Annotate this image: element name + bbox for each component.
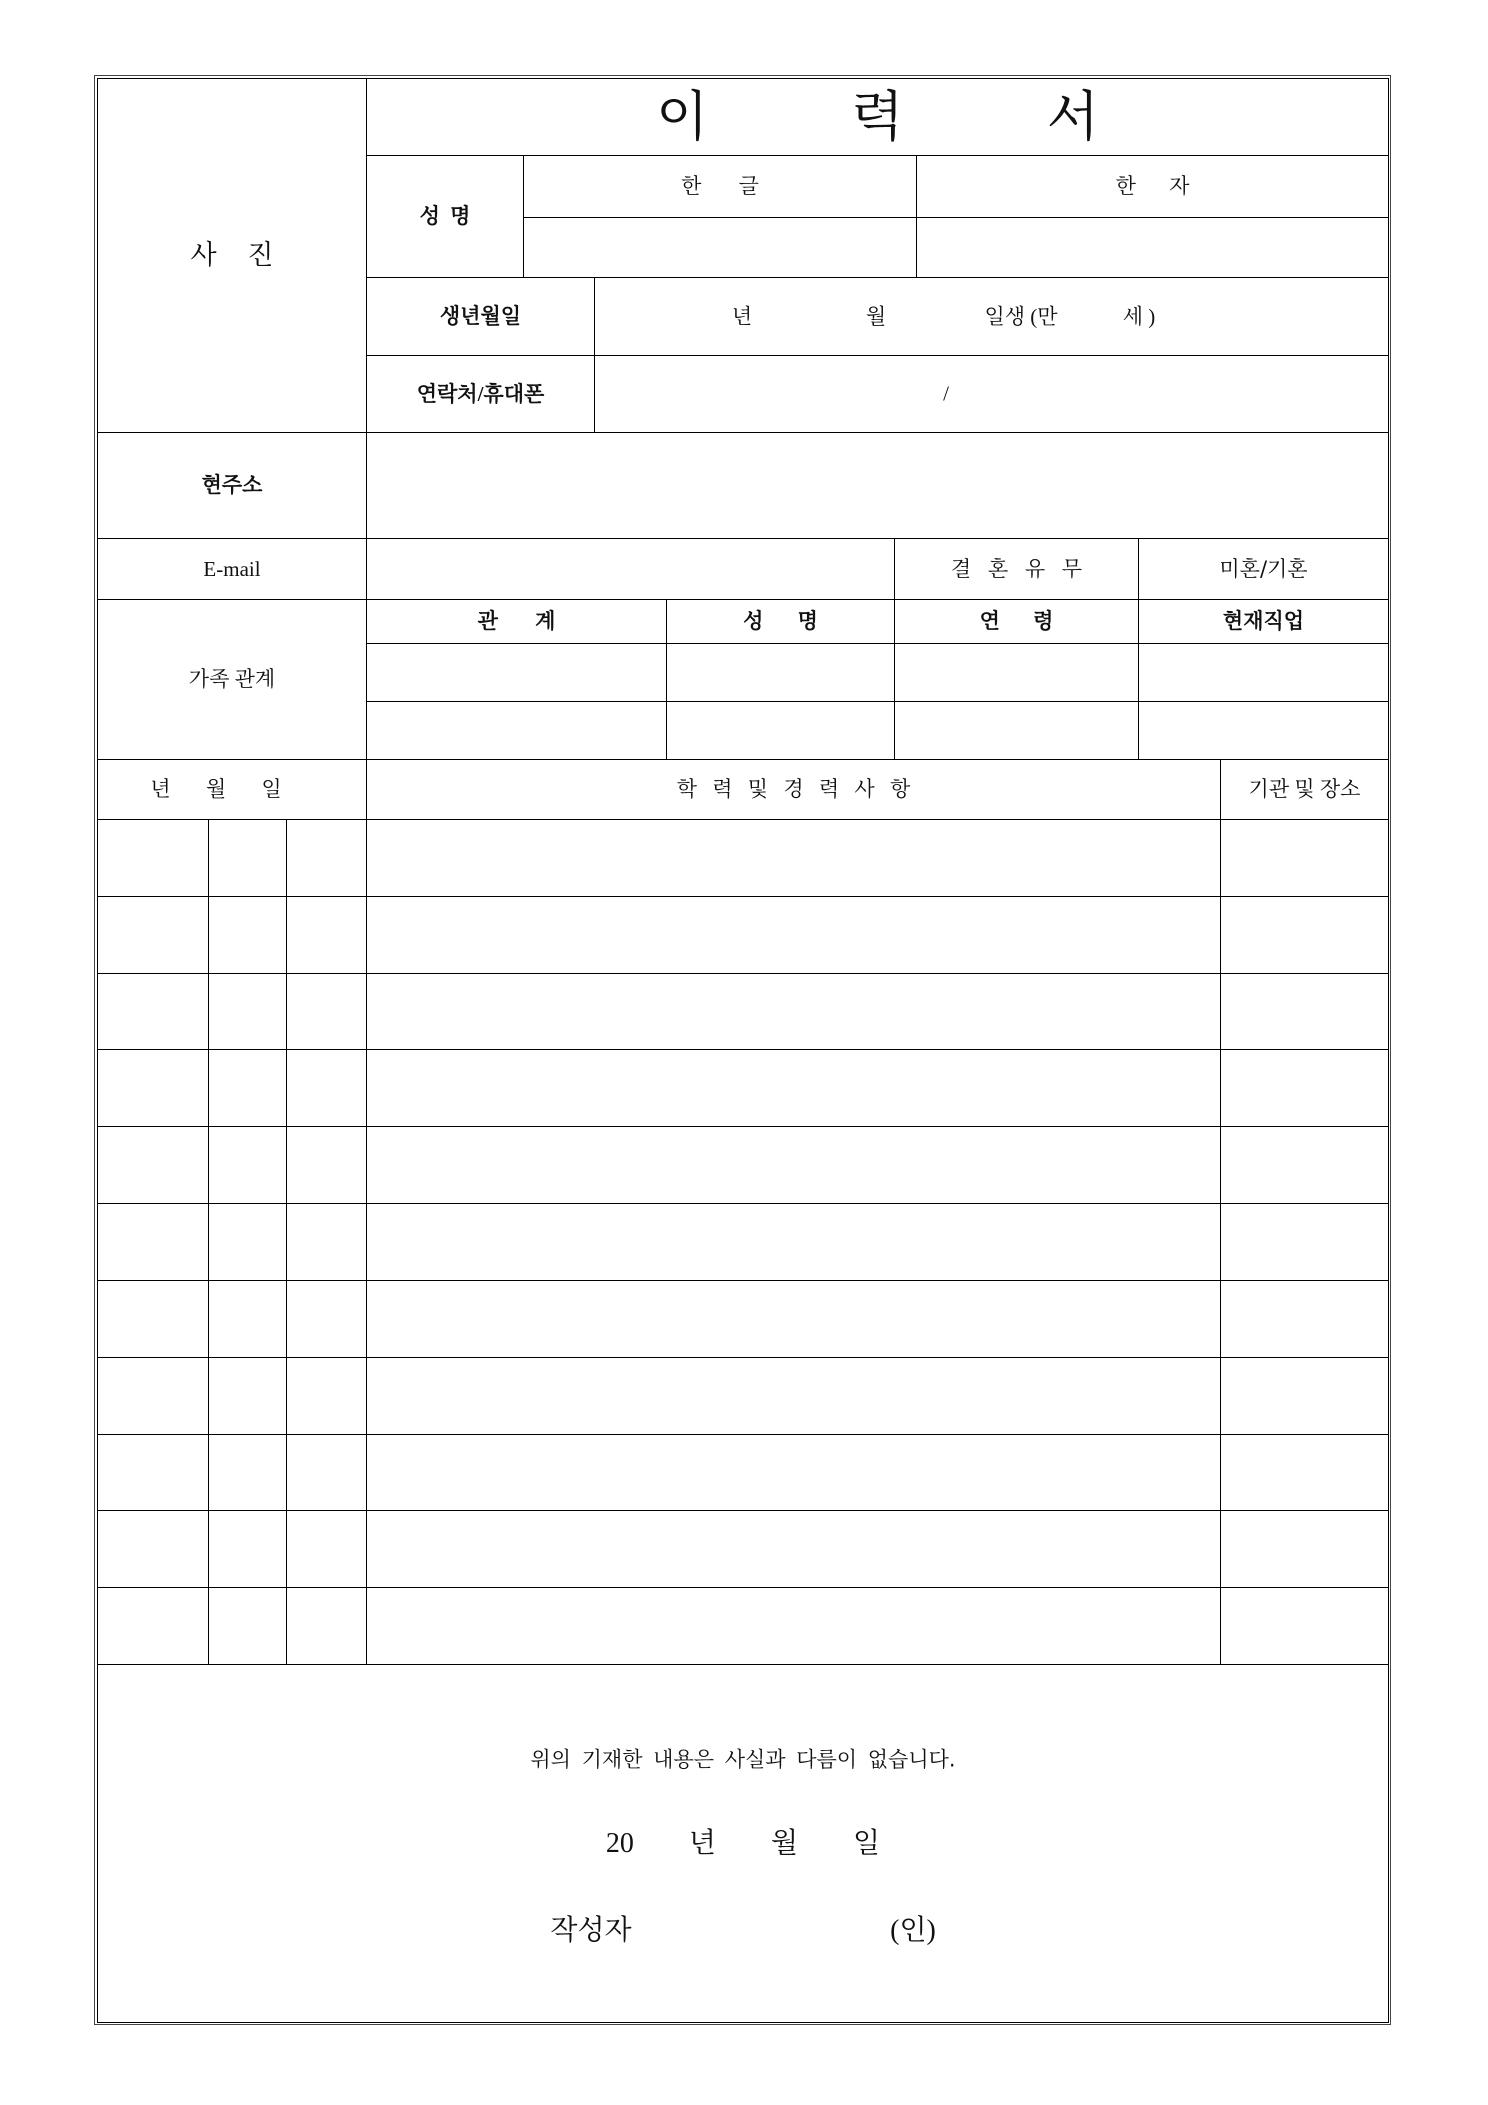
history-row (98, 1204, 1388, 1281)
history-place-cell[interactable] (1221, 1511, 1388, 1588)
family-header-relation: 관 계 (367, 600, 667, 644)
history-day-cell[interactable] (287, 1281, 367, 1358)
history-month-cell[interactable] (209, 1511, 287, 1588)
photo-area[interactable]: 사 진 (98, 79, 367, 433)
family-occupation-cell[interactable] (1139, 644, 1388, 702)
history-entry-cell[interactable] (367, 1281, 1221, 1358)
contact-field[interactable] (595, 356, 1388, 433)
email-label: E-mail (98, 539, 367, 600)
history-place-cell[interactable] (1221, 974, 1388, 1051)
history-month-cell[interactable] (209, 1204, 287, 1281)
history-header-entry: 학 력 및 경 력 사 항 (367, 760, 1221, 820)
declaration-date-line[interactable]: 20 년 월 일 (605, 1828, 881, 1859)
history-table (98, 820, 1388, 1665)
history-day-cell[interactable] (287, 1435, 367, 1512)
family-header-occupation: 현재직업 (1139, 600, 1388, 644)
history-day-cell[interactable] (287, 1511, 367, 1588)
history-place-cell[interactable] (1221, 897, 1388, 974)
birth-label: 생년월일 (367, 278, 595, 356)
history-year-cell[interactable] (98, 1435, 209, 1512)
email-field[interactable] (367, 539, 895, 600)
history-month-cell[interactable] (209, 974, 287, 1051)
page-title: 이 력 서 (367, 79, 1388, 156)
history-year-cell[interactable] (98, 1588, 209, 1665)
history-entry-cell[interactable] (367, 974, 1221, 1051)
family-occupation-cell[interactable] (1139, 702, 1388, 760)
history-month-cell[interactable] (209, 1588, 287, 1665)
history-place-cell[interactable] (1221, 1358, 1388, 1435)
history-year-cell[interactable] (98, 1511, 209, 1588)
declaration-statement: 위의 기재한 내용은 사실과 다름이 없습니다. (530, 1747, 956, 1772)
address-label: 현주소 (98, 433, 367, 539)
history-month-cell[interactable] (209, 1281, 287, 1358)
birth-year-unit: 년 (731, 304, 753, 328)
history-entry-cell[interactable] (367, 1204, 1221, 1281)
name-hangul-header: 한 글 (524, 156, 917, 218)
family-relation-cell[interactable] (367, 644, 667, 702)
history-month-cell[interactable] (209, 1435, 287, 1512)
history-row (98, 1588, 1388, 1665)
history-row (98, 1435, 1388, 1512)
history-year-cell[interactable] (98, 1281, 209, 1358)
history-entry-cell[interactable] (367, 1588, 1221, 1665)
signer-label: 작성자 (550, 1915, 632, 1946)
history-row (98, 1127, 1388, 1204)
history-place-cell[interactable] (1221, 1435, 1388, 1512)
history-entry-cell[interactable] (367, 1435, 1221, 1512)
contact-separator: / (943, 381, 949, 406)
history-year-cell[interactable] (98, 974, 209, 1051)
birth-age-unit: 세 ) (1122, 304, 1156, 328)
history-day-cell[interactable] (287, 1127, 367, 1204)
history-place-cell[interactable] (1221, 820, 1388, 897)
marital-status-options[interactable]: 미혼/기혼 (1139, 539, 1388, 600)
history-entry-cell[interactable] (367, 1358, 1221, 1435)
history-day-cell[interactable] (287, 1050, 367, 1127)
history-year-cell[interactable] (98, 820, 209, 897)
history-entry-cell[interactable] (367, 820, 1221, 897)
history-month-cell[interactable] (209, 1358, 287, 1435)
history-entry-cell[interactable] (367, 1050, 1221, 1127)
birth-day-unit: 일생 (만 (984, 304, 1058, 328)
address-field[interactable] (367, 433, 1388, 539)
history-header-date: 년 월 일 (98, 760, 367, 820)
birth-field[interactable] (595, 278, 1388, 356)
history-month-cell[interactable] (209, 897, 287, 974)
marital-status-label: 결 혼 유 무 (895, 539, 1139, 600)
history-year-cell[interactable] (98, 1050, 209, 1127)
history-year-cell[interactable] (98, 1204, 209, 1281)
history-row (98, 897, 1388, 974)
history-entry-cell[interactable] (367, 1511, 1221, 1588)
history-row (98, 1511, 1388, 1588)
resume-form (97, 78, 1389, 2023)
history-day-cell[interactable] (287, 820, 367, 897)
declaration-section (98, 1665, 1388, 2022)
history-row (98, 1281, 1388, 1358)
family-name-cell[interactable] (667, 644, 895, 702)
family-header-name: 성 명 (667, 600, 895, 644)
family-label: 가족 관계 (98, 600, 367, 760)
history-month-cell[interactable] (209, 820, 287, 897)
history-day-cell[interactable] (287, 1204, 367, 1281)
family-relation-cell[interactable] (367, 702, 667, 760)
history-entry-cell[interactable] (367, 1127, 1221, 1204)
history-place-cell[interactable] (1221, 1588, 1388, 1665)
history-place-cell[interactable] (1221, 1050, 1388, 1127)
birth-month-unit: 월 (865, 304, 887, 328)
history-place-cell[interactable] (1221, 1281, 1388, 1358)
name-hangul-field[interactable] (524, 218, 917, 278)
history-entry-cell[interactable] (367, 897, 1221, 974)
history-month-cell[interactable] (209, 1127, 287, 1204)
seal-mark[interactable]: (인) (890, 1915, 936, 1946)
contact-label: 연락처/휴대폰 (367, 356, 595, 433)
history-year-cell[interactable] (98, 1358, 209, 1435)
family-age-cell[interactable] (895, 644, 1139, 702)
history-day-cell[interactable] (287, 1588, 367, 1665)
history-day-cell[interactable] (287, 1358, 367, 1435)
family-age-cell[interactable] (895, 702, 1139, 760)
history-day-cell[interactable] (287, 897, 367, 974)
history-header-place: 기관 및 장소 (1221, 760, 1388, 820)
history-row (98, 974, 1388, 1051)
name-hanja-header: 한 자 (917, 156, 1388, 218)
family-header-age: 연 령 (895, 600, 1139, 644)
history-row (98, 1358, 1388, 1435)
history-place-cell[interactable] (1221, 1204, 1388, 1281)
history-year-cell[interactable] (98, 897, 209, 974)
history-row (98, 1050, 1388, 1127)
history-row (98, 820, 1388, 897)
family-name-cell[interactable] (667, 702, 895, 760)
history-day-cell[interactable] (287, 974, 367, 1051)
history-month-cell[interactable] (209, 1050, 287, 1127)
name-label: 성 명 (367, 156, 524, 278)
history-year-cell[interactable] (98, 1127, 209, 1204)
name-hanja-field[interactable] (917, 218, 1388, 278)
history-place-cell[interactable] (1221, 1127, 1388, 1204)
